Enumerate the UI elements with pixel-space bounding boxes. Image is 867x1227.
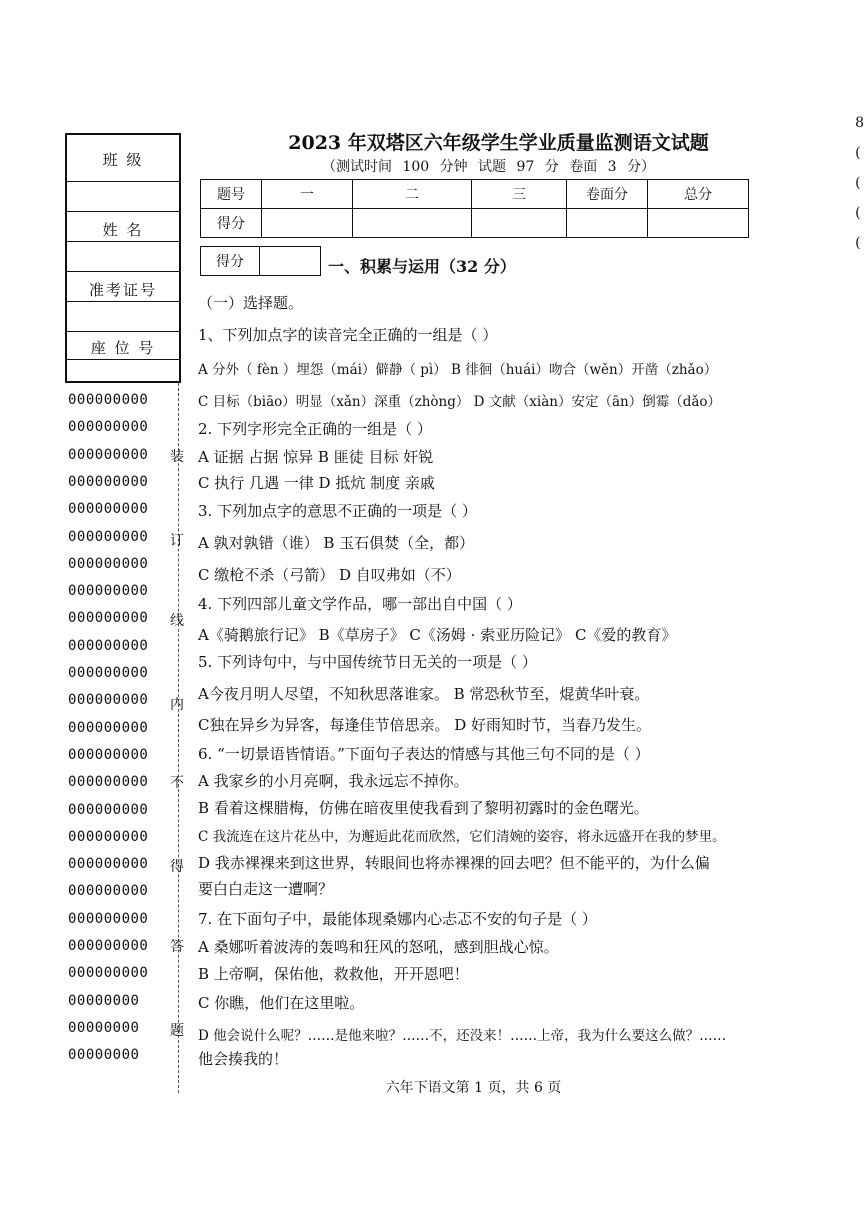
edge-fragment: 8 bbox=[855, 115, 864, 131]
edge-fragment: ( bbox=[855, 175, 861, 191]
binding-char: 不 bbox=[170, 775, 184, 791]
binding-placeholder: 000000000 bbox=[68, 419, 149, 436]
binding-placeholder: 000000000 bbox=[68, 610, 149, 627]
question-line: 4. 下列四部儿童文学作品，哪一部出自中国（ ） bbox=[198, 595, 522, 613]
question-line: C 目标（biāo）明显（xǎn）深重（zhòng） D 文献（xiàn）安定（ān）倒霉（dǎo） bbox=[198, 394, 722, 410]
edge-fragment: ( bbox=[855, 145, 861, 161]
binding-placeholder: 000000000 bbox=[68, 883, 149, 900]
info-divider bbox=[67, 211, 179, 212]
score-cell[interactable] bbox=[472, 209, 567, 238]
question-line: A今夜月明人尽望，不知秋思落谁家。 B 常恐秋节至，焜黄华叶衰。 bbox=[198, 685, 650, 703]
edge-fragment: ( bbox=[855, 205, 861, 221]
binding-placeholder: 000000000 bbox=[68, 746, 149, 763]
score-header: 卷面分 bbox=[567, 180, 648, 209]
section-score-cell[interactable] bbox=[260, 247, 321, 276]
binding-char: 订 bbox=[170, 533, 184, 549]
question-line: 2. 下列字形完全正确的一组是（ ） bbox=[198, 420, 432, 438]
edge-fragment: ( bbox=[855, 235, 861, 251]
binding-placeholder: 000000000 bbox=[68, 856, 149, 873]
question-line: A 孰对孰错（谁） B 玉石俱焚（全，都） bbox=[198, 534, 475, 552]
seat-field[interactable] bbox=[67, 359, 179, 360]
binding-line bbox=[178, 383, 179, 1093]
question-line: A 证据 占据 惊异 B 匪徒 目标 奸锐 bbox=[198, 448, 434, 466]
score-cell[interactable] bbox=[353, 209, 472, 238]
binding-placeholder: 000000000 bbox=[68, 583, 149, 600]
page-footer: 六年下语文第 1 页，共 6 页 bbox=[385, 1080, 562, 1096]
score-cell[interactable] bbox=[567, 209, 648, 238]
binding-placeholder: 00000000 bbox=[68, 1047, 140, 1064]
question-line: 3. 下列加点字的意思不正确的一项是（ ） bbox=[198, 502, 477, 520]
class-field[interactable] bbox=[67, 181, 179, 182]
binding-placeholder: 00000000 bbox=[68, 1019, 140, 1036]
info-divider bbox=[67, 271, 179, 272]
binding-placeholder: 000000000 bbox=[68, 501, 149, 518]
score-table bbox=[200, 179, 749, 238]
score-cell[interactable] bbox=[262, 209, 353, 238]
question-line: D 我赤裸裸来到这世界，转眼间也将赤裸裸的回去吧？但不能平的，为什么偏 bbox=[198, 854, 710, 872]
question-line: A《骑鹅旅行记》 B《草房子》 C《汤姆 · 索亚历险记》 C《爱的教育》 bbox=[198, 626, 677, 644]
binding-placeholder: 000000000 bbox=[68, 910, 149, 927]
exam-subtitle: （测试时间 100 分钟 试题 97 分 卷面 3 分） bbox=[321, 159, 656, 175]
question-line: 7. 在下面句子中，最能体现桑娜内心忐忑不安的句子是（ ） bbox=[198, 910, 597, 928]
binding-char: 得 bbox=[170, 859, 184, 875]
binding-placeholder: 000000000 bbox=[68, 774, 149, 791]
question-line: C 缴枪不杀（弓箭） D 自叹弗如（不） bbox=[198, 566, 461, 584]
binding-placeholder: 000000000 bbox=[68, 637, 149, 654]
section-score-label: 得分 bbox=[201, 247, 260, 276]
question-line: 6. “一切景语皆情语。”下面句子表达的情感与其他三句不同的是（ ） bbox=[198, 745, 650, 763]
name-label: 姓 名 bbox=[102, 221, 144, 239]
score-header: 二 bbox=[353, 180, 472, 209]
binding-char: 答 bbox=[170, 939, 184, 955]
binding-placeholder: 00000000 bbox=[68, 992, 140, 1009]
info-divider bbox=[67, 331, 179, 332]
binding-placeholder: 000000000 bbox=[68, 528, 149, 545]
section-title: 一、积累与运用（32 分） bbox=[328, 257, 516, 276]
question-line: A 桑娜听着波涛的轰鸣和狂风的怒吼，感到胆战心惊。 bbox=[198, 938, 559, 956]
question-line: C 我流连在这片花丛中，为邂逅此花而欣然，它们清婉的姿容，将永远盛开在我的梦里。 bbox=[198, 829, 726, 845]
question-line: D 他会说什么呢？……是他来啦？……不，还没来！……上帝，我为什么要这么做？…… bbox=[198, 1028, 727, 1044]
question-line: B 看着这棵腊梅，仿佛在暗夜里使我看到了黎明初露时的金色曙光。 bbox=[198, 799, 649, 817]
section-score-box bbox=[200, 246, 321, 276]
question-line: C独在异乡为异客，每逢佳节倍思亲。 D 好雨知时节，当春乃发生。 bbox=[198, 716, 652, 734]
subsection-title: （一）选择题。 bbox=[198, 294, 304, 312]
score-header: 总分 bbox=[648, 180, 749, 209]
score-row-label: 得分 bbox=[201, 209, 262, 238]
binding-char: 题 bbox=[170, 1023, 184, 1039]
question-line: 1、下列加点字的读音完全正确的一组是（ ） bbox=[198, 326, 498, 344]
question-line: C 你瞧，他们在这里啦。 bbox=[198, 994, 365, 1012]
question-line: 要白白走这一遭啊？ bbox=[198, 880, 334, 898]
exam-title: 2023 年双塔区六年级学生学业质量监测语文试题 bbox=[288, 132, 709, 154]
binding-placeholder: 000000000 bbox=[68, 938, 149, 954]
binding-placeholder: 000000000 bbox=[68, 392, 149, 408]
question-line: C 执行 几遇 一律 D 抵炕 制度 亲戚 bbox=[198, 474, 435, 492]
question-line: B 上帝啊，保佑他，救救他，开开恩吧！ bbox=[198, 965, 469, 983]
score-header: 题号 bbox=[201, 180, 262, 209]
binding-placeholder: 000000000 bbox=[68, 965, 149, 982]
question-line: A 我家乡的小月亮啊，我永远忘不掉你。 bbox=[198, 772, 469, 790]
seat-label: 座 位 号 bbox=[90, 339, 156, 357]
exam-id-label: 准考证号 bbox=[88, 281, 157, 299]
question-line: A 分外（ fèn ）埋怨（mái）僻静（ pì） B 徘徊（huái）吻合（wěn）开凿（zhǎo） bbox=[198, 362, 718, 378]
binding-placeholder: 000000000 bbox=[68, 719, 149, 736]
binding-char: 内 bbox=[170, 697, 184, 713]
question-line: 5. 下列诗句中，与中国传统节日无关的一项是（ ） bbox=[198, 653, 537, 671]
binding-placeholder: 000000000 bbox=[68, 446, 149, 463]
binding-placeholder: 000000000 bbox=[68, 801, 149, 818]
score-cell[interactable] bbox=[648, 209, 749, 238]
score-header: 三 bbox=[472, 180, 567, 209]
score-header: 一 bbox=[262, 180, 353, 209]
class-label: 班 级 bbox=[102, 151, 144, 169]
question-line: 他会揍我的！ bbox=[198, 1050, 289, 1068]
binding-char: 装 bbox=[170, 449, 184, 465]
exam-id-field[interactable] bbox=[67, 301, 179, 302]
binding-char: 线 bbox=[170, 613, 184, 629]
binding-placeholder: 000000000 bbox=[68, 473, 149, 490]
binding-placeholder: 000000000 bbox=[68, 692, 149, 709]
binding-placeholder: 000000000 bbox=[68, 665, 149, 681]
name-field[interactable] bbox=[67, 241, 179, 242]
binding-placeholder: 000000000 bbox=[68, 828, 149, 845]
binding-placeholder: 000000000 bbox=[68, 555, 149, 572]
